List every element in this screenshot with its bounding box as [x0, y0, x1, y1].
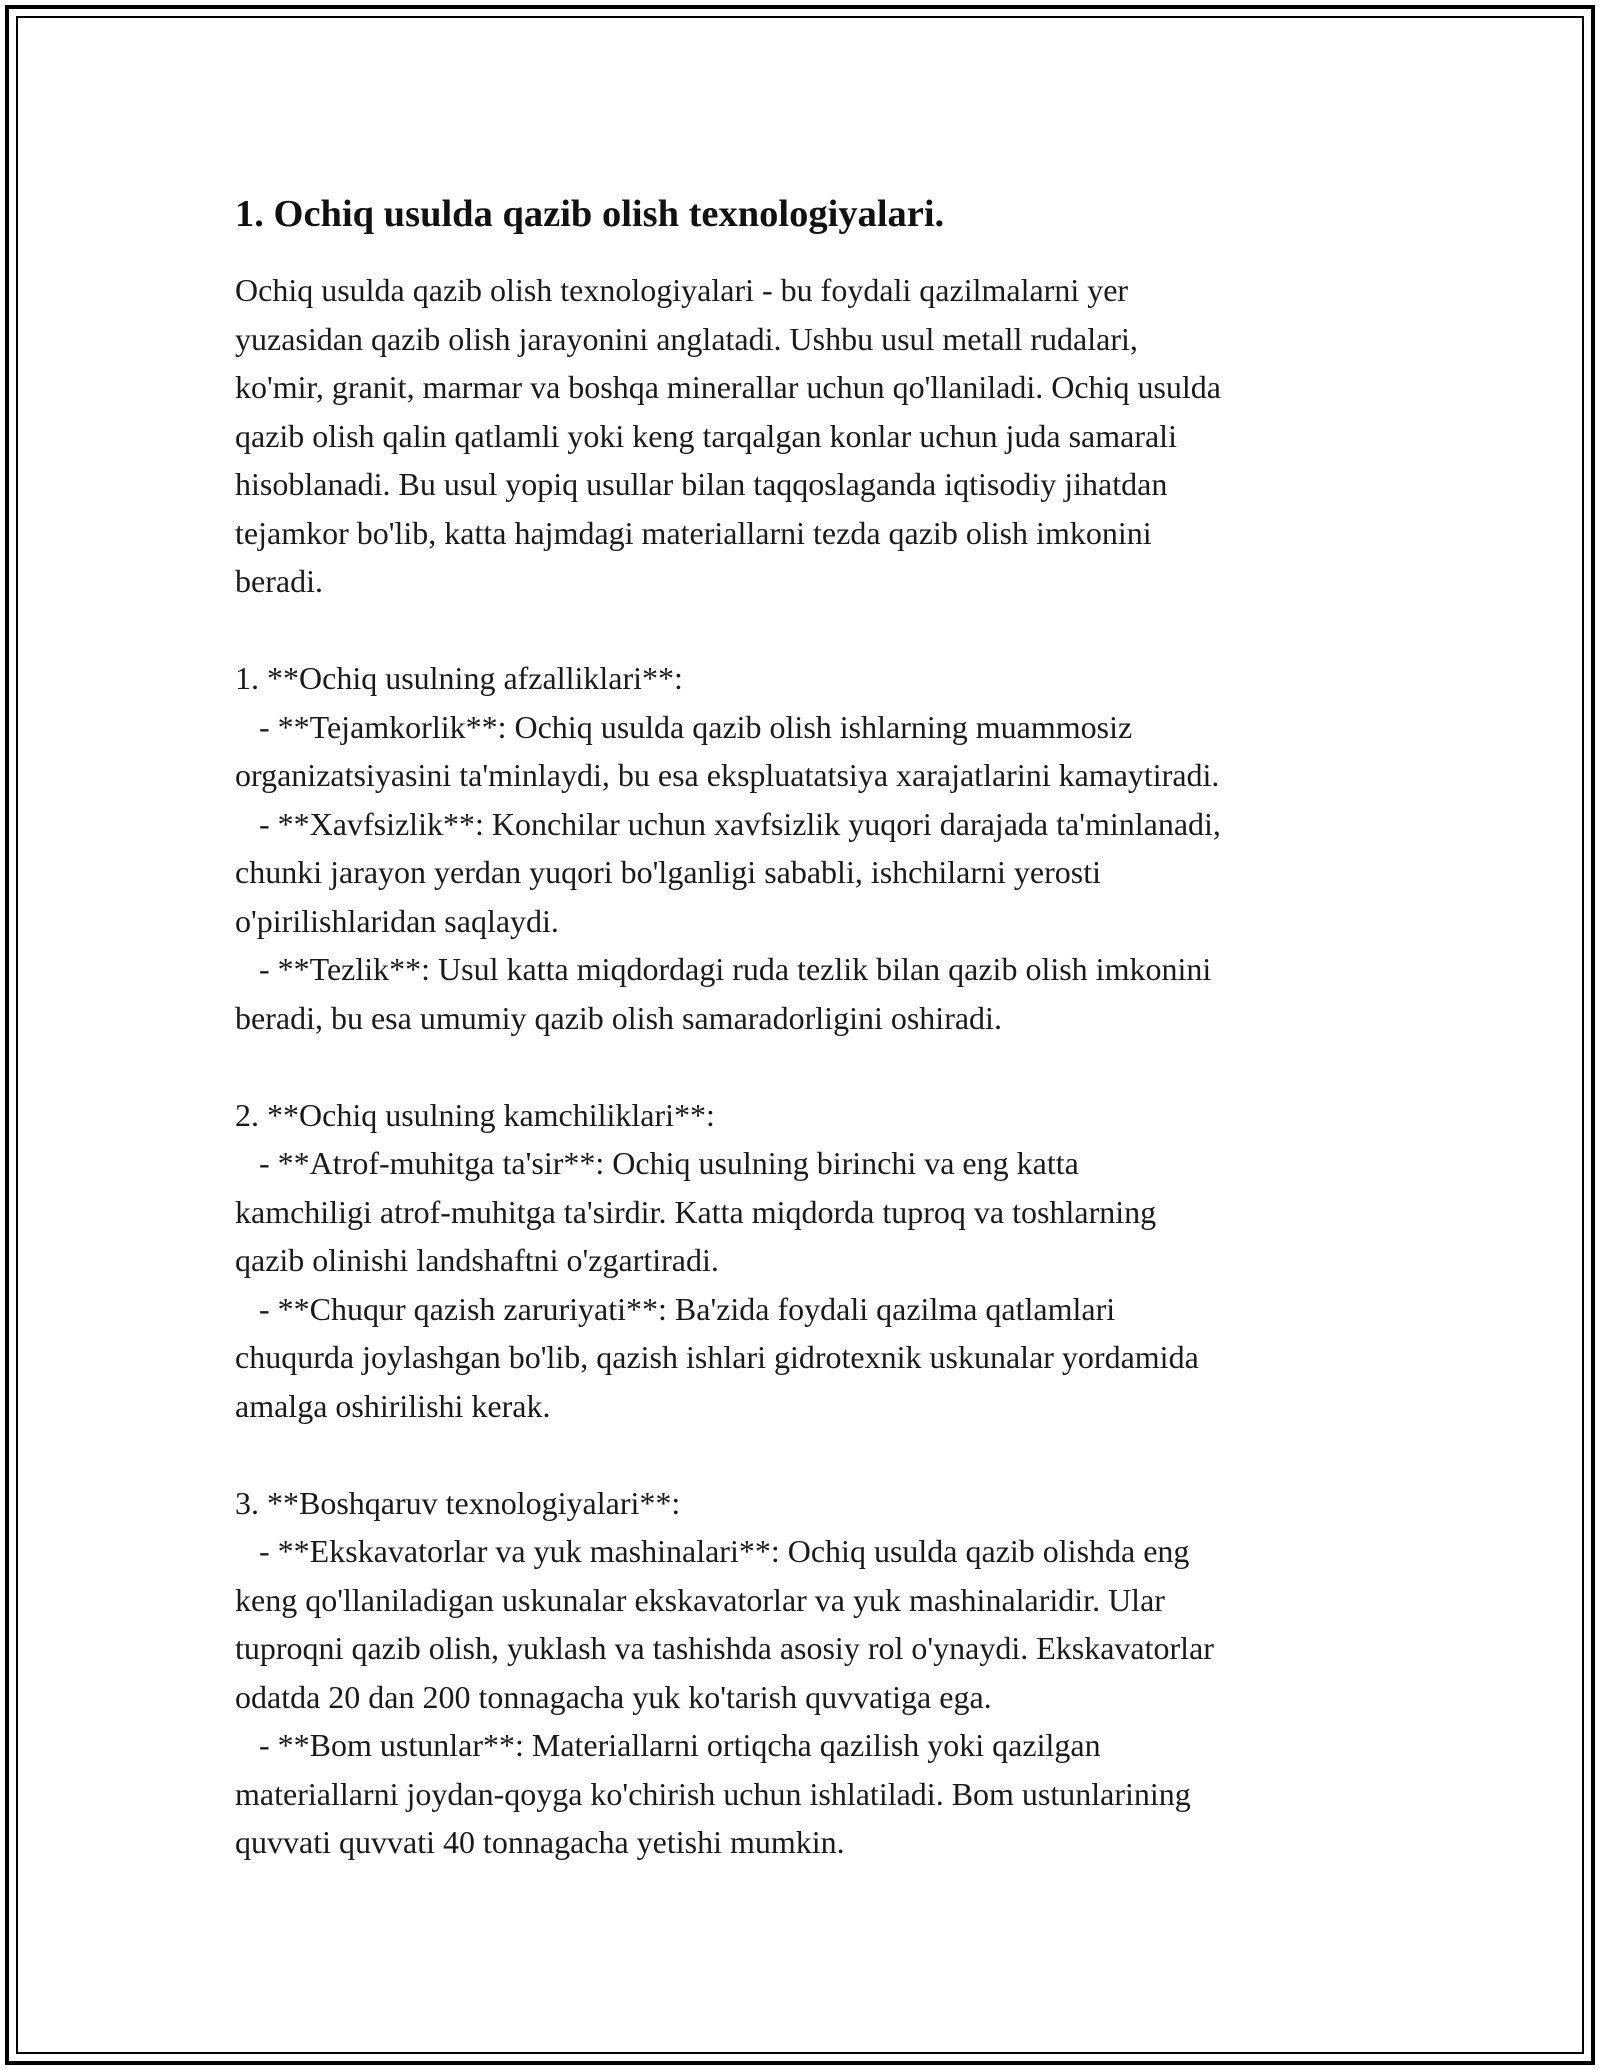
document-title: 1. Ochiq usulda qazib olish texnologiyalari. — [235, 193, 945, 235]
document-page — [235, 190, 1385, 1867]
document-body: Ochiq usulda qazib olish texnologiyalari - bu foydali qazilmalarni yer yuzasidan qazib olish jarayonini anglatadi. Ushbu usul metall rudalari, ko'mir, granit, marmar va boshqa minerallar uchun qo'llaniladi. Ochiq usulda qazib olish qalin qatlamli yoki keng tarqalgan konlar uchun juda samarali hisoblanadi. Bu usul yopiq usullar bilan taqqoslaganda iqtisodiy jihatdan tejamkor bo'lib, katta hajmdagi materiallarni tezda qazib olish imkonini beradi. 1. **Ochiq usulning afzalliklari**: - **Tejamkorlik**: Ochiq usulda qazib olish ishlarning muammosiz organizatsiyasini ta'minlaydi, bu esa ekspluatatsiya xarajatlarini kamaytiradi. - **Xavfsizlik**: Konchilar uchun xavfsizlik yuqori darajada ta'minlanadi, chunki jarayon yerdan yuqori bo'lganligi sababli, ishchilarni yerosti o'pirilishlaridan saqlaydi. - **Tezlik**: Usul katta miqdordagi ruda tezlik bilan qazib olish imkonini beradi, bu esa umumiy qazib olish samaradorligini oshiradi. 2. **Ochiq usulning kamchiliklari**: - **Atrof-muhitga ta'sir**: Ochiq usulning birinchi va eng katta kamchiligi atrof-muhitga ta'sirdir. Katta miqdorda tuproq va toshlarning qazib olinishi landshaftni o'zgartiradi. - **Chuqur qazish zaruriyati**: Ba'zida foydali qazilma qatlamlari chuqurda joylashgan bo'lib, qazish ishlari gidrotexnik uskunalar yordamida amalga oshirilishi kerak. 3. **Boshqaruv texnologiyalari**: - **Ekskavatorlar va yuk mashinalari**: Ochiq usulda qazib olishda eng keng qo'llaniladigan uskunalar ekskavatorlar va yuk mashinalaridir. Ular tuproqni qazib olish, yuklash va tashishda asosiy rol o'ynaydi. Ekskavatorlar odatda 20 dan 200 tonnagacha yuk ko'tarish quvvatiga ega. - **Bom ustunlar**: Materiallarni ortiqcha qazilish yoki qazilgan materiallarni joydan-qoyga ko'chirish uchun ishlatiladi. Bom ustunlarining quvvati quvvati 40 tonnagacha yetishi mumkin. — [235, 272, 1221, 1860]
